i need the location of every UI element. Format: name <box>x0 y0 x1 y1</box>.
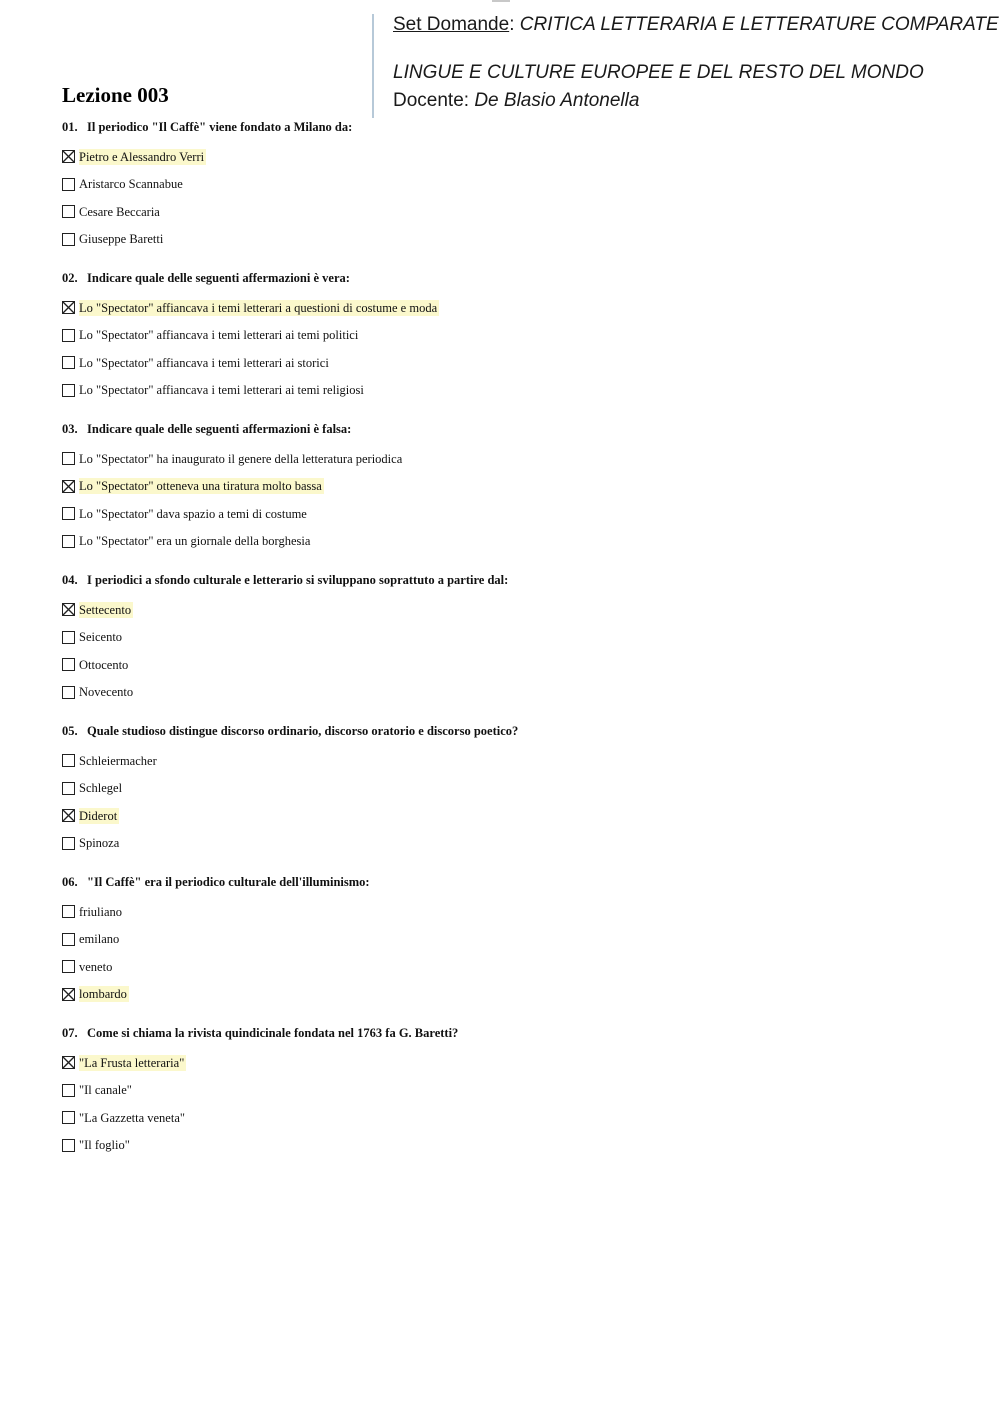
question-prompt: I periodici a sfondo culturale e letterario si sviluppano soprattuto a partire dal: <box>87 573 509 587</box>
question-number: 06. <box>62 875 78 889</box>
checkbox[interactable] <box>62 205 75 218</box>
question-number: 05. <box>62 724 78 738</box>
answer-option[interactable] <box>62 1132 962 1160</box>
checkbox[interactable] <box>62 782 75 795</box>
cross-check-icon <box>62 1056 75 1069</box>
option-label: Novecento <box>79 685 134 700</box>
checkbox[interactable] <box>62 754 75 767</box>
answer-option[interactable] <box>62 898 962 926</box>
checkbox[interactable] <box>62 905 75 918</box>
answer-option[interactable] <box>62 226 962 254</box>
option-label: "La Frusta letteraria" <box>79 1055 185 1070</box>
question-number: 03. <box>62 422 78 436</box>
checked-checkbox[interactable] <box>62 809 75 822</box>
question-prompt: Indicare quale delle seguenti affermazioni è vera: <box>87 271 350 285</box>
option-label: Pietro e Alessandro Verri <box>79 149 205 164</box>
option-label: friuliano <box>79 904 123 919</box>
question-prompt: Indicare quale delle seguenti affermazioni è falsa: <box>87 422 352 436</box>
question-block <box>62 722 962 857</box>
checkbox[interactable] <box>62 933 75 946</box>
question-block <box>62 873 962 1008</box>
checked-checkbox[interactable] <box>62 1056 75 1069</box>
teacher-name: De Blasio Antonella <box>474 90 640 111</box>
teacher-line <box>393 90 639 112</box>
question-text <box>62 873 962 891</box>
question-prompt: Il periodico "Il Caffè" viene fondato a Milano da: <box>87 120 353 134</box>
checkbox[interactable] <box>62 1139 75 1152</box>
checkbox[interactable] <box>62 686 75 699</box>
checked-checkbox[interactable] <box>62 603 75 616</box>
question-text <box>62 722 962 740</box>
option-label: Ottocento <box>79 657 129 672</box>
question-text <box>62 269 962 287</box>
answer-option[interactable] <box>62 953 962 981</box>
answer-option[interactable] <box>62 198 962 226</box>
question-prompt: Quale studioso distingue discorso ordinario, discorso oratorio e discorso poetico? <box>87 724 519 738</box>
cross-check-icon <box>62 603 75 616</box>
cross-check-icon <box>62 988 75 1001</box>
answer-option[interactable] <box>62 1077 962 1105</box>
checkbox[interactable] <box>62 356 75 369</box>
option-label: Aristarco Scannabue <box>79 177 183 192</box>
answer-option[interactable] <box>62 1049 962 1077</box>
course-name: LINGUE E CULTURE EUROPEE E DEL RESTO DEL MONDO <box>393 62 924 83</box>
cross-check-icon <box>62 480 75 493</box>
header-set-line <box>393 14 999 36</box>
option-label: Lo "Spectator" otteneva una tiratura molto bassa <box>79 479 322 494</box>
checkbox[interactable] <box>62 233 75 246</box>
answer-option[interactable] <box>62 294 962 322</box>
answer-option[interactable] <box>62 775 962 803</box>
option-label: Lo "Spectator" affiancava i temi letterari a questioni di costume e moda <box>79 300 438 315</box>
answer-option[interactable] <box>62 981 962 1009</box>
option-label: Schlegel <box>79 781 123 796</box>
option-label: Settecento <box>79 602 132 617</box>
checkbox[interactable] <box>62 452 75 465</box>
option-label: "Il canale" <box>79 1083 132 1098</box>
set-value: CRITICA LETTERARIA E LETTERATURE COMPARATE <box>519 14 999 35</box>
answer-option[interactable] <box>62 322 962 350</box>
checked-checkbox[interactable] <box>62 150 75 163</box>
question-block <box>62 571 962 706</box>
answer-option[interactable] <box>62 528 962 556</box>
question-block <box>62 118 962 253</box>
question-text <box>62 1024 962 1042</box>
option-label: Lo "Spectator" dava spazio a temi di costume <box>79 506 307 521</box>
top-mark <box>492 0 510 2</box>
answer-option[interactable] <box>62 679 962 707</box>
checkbox[interactable] <box>62 837 75 850</box>
option-label: Cesare Beccaria <box>79 204 160 219</box>
option-label: Seicento <box>79 630 123 645</box>
option-label: "Il foglio" <box>79 1138 130 1153</box>
question-number: 04. <box>62 573 78 587</box>
checked-checkbox[interactable] <box>62 301 75 314</box>
cross-check-icon <box>62 809 75 822</box>
option-label: Diderot <box>79 808 118 823</box>
cross-check-icon <box>62 301 75 314</box>
answer-option[interactable] <box>62 747 962 775</box>
answer-option[interactable] <box>62 500 962 528</box>
question-prompt: "Il Caffè" era il periodico culturale dell'illuminismo: <box>87 875 370 889</box>
answer-option[interactable] <box>62 377 962 405</box>
answer-option[interactable] <box>62 926 962 954</box>
question-prompt: Come si chiama la rivista quindicinale fondata nel 1763 fa G. Baretti? <box>87 1026 459 1040</box>
question-block <box>62 420 962 555</box>
answer-option[interactable] <box>62 830 962 858</box>
question-text <box>62 118 962 136</box>
checked-checkbox[interactable] <box>62 480 75 493</box>
option-label: Lo "Spectator" era un giornale della borghesia <box>79 534 311 549</box>
question-text <box>62 420 962 438</box>
answer-option[interactable] <box>62 349 962 377</box>
question-text <box>62 571 962 589</box>
answer-option[interactable] <box>62 143 962 171</box>
set-label: Set Domande <box>393 14 510 35</box>
answer-option[interactable] <box>62 624 962 652</box>
checkbox[interactable] <box>62 631 75 644</box>
lesson-title: Lezione 003 <box>62 83 169 107</box>
checkbox[interactable] <box>62 960 75 973</box>
checkbox[interactable] <box>62 535 75 548</box>
option-label: Lo "Spectator" ha inaugurato il genere della letteratura periodica <box>79 451 403 466</box>
checkbox[interactable] <box>62 384 75 397</box>
option-label: Lo "Spectator" affiancava i temi letterari ai storici <box>79 355 329 370</box>
option-label: Schleiermacher <box>79 753 157 768</box>
question-number: 07. <box>62 1026 78 1040</box>
answer-option[interactable] <box>62 1104 962 1132</box>
question-number: 02. <box>62 271 78 285</box>
cross-check-icon <box>62 150 75 163</box>
option-label: lombardo <box>79 987 127 1002</box>
question-block <box>62 1024 962 1159</box>
checkbox[interactable] <box>62 329 75 342</box>
question-list <box>62 118 962 1175</box>
checkbox[interactable] <box>62 1111 75 1124</box>
option-label: Giuseppe Baretti <box>79 232 164 247</box>
question-block <box>62 269 962 404</box>
checkbox[interactable] <box>62 1084 75 1097</box>
option-label: Lo "Spectator" affiancava i temi letterari ai temi politici <box>79 328 359 343</box>
answer-option[interactable] <box>62 171 962 199</box>
answer-option[interactable] <box>62 802 962 830</box>
checkbox[interactable] <box>62 507 75 520</box>
option-label: veneto <box>79 959 113 974</box>
answer-option[interactable] <box>62 473 962 501</box>
option-label: Lo "Spectator" affiancava i temi letterari ai temi religiosi <box>79 383 364 398</box>
option-label: emilano <box>79 932 120 947</box>
question-number: 01. <box>62 120 78 134</box>
teacher-label: Docente: <box>393 90 470 111</box>
set-separator: : <box>509 14 515 35</box>
checked-checkbox[interactable] <box>62 988 75 1001</box>
checkbox[interactable] <box>62 658 75 671</box>
option-label: Spinoza <box>79 836 120 851</box>
answer-option[interactable] <box>62 596 962 624</box>
answer-option[interactable] <box>62 445 962 473</box>
option-label: "La Gazzetta veneta" <box>79 1110 185 1125</box>
header-divider <box>372 14 374 118</box>
checkbox[interactable] <box>62 178 75 191</box>
answer-option[interactable] <box>62 651 962 679</box>
